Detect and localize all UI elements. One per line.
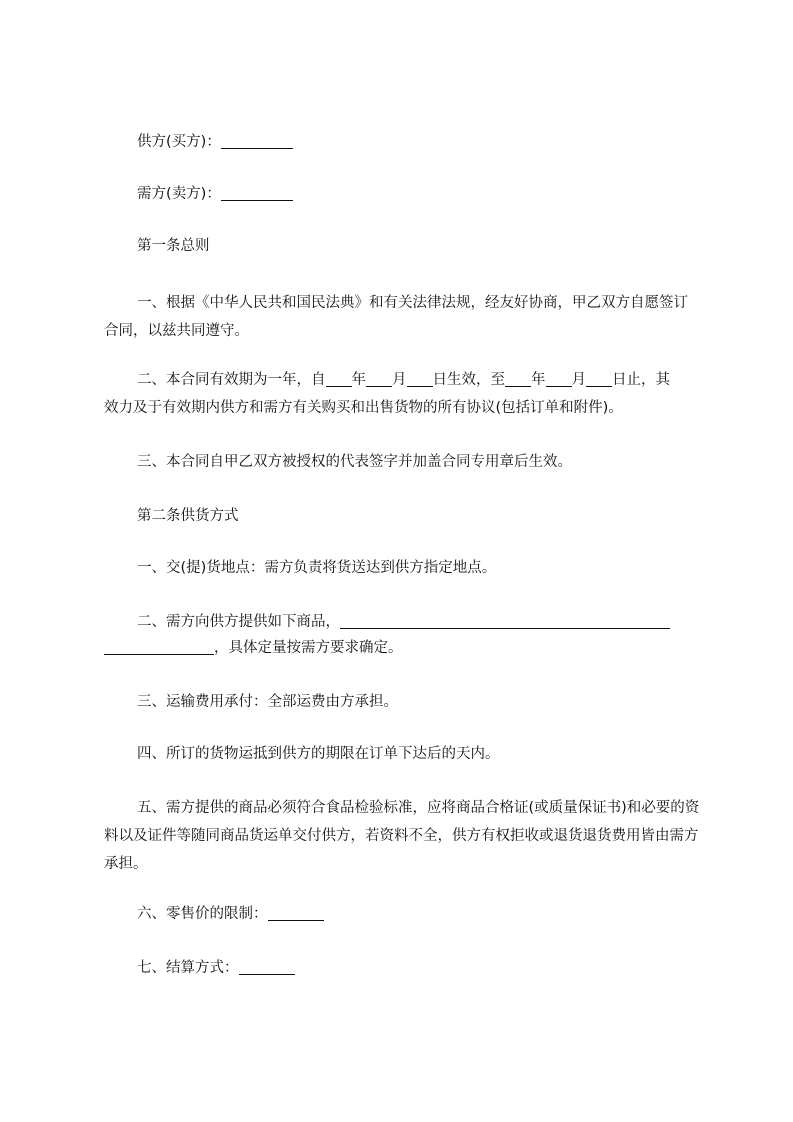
start-month-blank[interactable] (366, 369, 392, 387)
demander-label: 需方(卖方)： (137, 186, 221, 202)
article-2-clause-5: 五、需方提供的商品必须符合食品检验标准，应将商品合格证(或质量保证书)和必要的资料以及证件等随同商品货运单交付供方，若资料不全，供方有权拒收或退货退货费用皆由需方承担。 (104, 800, 700, 872)
settlement-label: 七、结算方式： (137, 960, 239, 976)
demander-blank[interactable] (221, 183, 293, 201)
retail-price-label: 六、零售价的限制： (137, 906, 268, 922)
goods-blank-1[interactable] (340, 611, 670, 629)
supplier-line (137, 128, 293, 156)
supplier-blank[interactable] (221, 131, 293, 149)
clause-2-text-e: 年 (531, 372, 546, 388)
supplier-label: 供方(买方)： (137, 134, 221, 150)
article-1-title: 第一条总则 (137, 238, 210, 254)
article-2-title: 第二条供货方式 (137, 508, 239, 524)
clause-2-goods-text: 二、需方向供方提供如下商品， (137, 614, 340, 630)
retail-price-blank[interactable] (268, 903, 324, 921)
article-2-clause-2-line-2 (104, 634, 403, 662)
clause-2-text-f: 月 (571, 372, 586, 388)
article-2-clause-6 (137, 900, 324, 928)
article-2-clause-7 (137, 954, 295, 982)
clause-2-text-d: 日生效，至 (432, 372, 505, 388)
article-2-clause-4: 四、所订的货物运抵到供方的期限在订单下达后的天内。 (137, 746, 500, 762)
settlement-blank[interactable] (239, 957, 295, 975)
clause-2-text-g: 日止，其 (612, 372, 670, 388)
article-1-clause-3: 三、本合同自甲乙双方被授权的代表签字并加盖合同专用章后生效。 (137, 454, 572, 470)
goods-blank-2[interactable] (104, 637, 214, 655)
article-2-clause-3: 三、运输费用承付：全部运费由方承担。 (137, 694, 398, 710)
end-year-blank[interactable] (505, 369, 531, 387)
end-day-blank[interactable] (586, 369, 612, 387)
article-1-clause-2-line-1 (137, 366, 670, 394)
article-2-clause-1: 一、交(提)货地点：需方负责将货送达到供方指定地点。 (137, 560, 497, 576)
article-1-clause-2-line-2: 效力及于有效期内供方和需方有关购买和出售货物的所有协议(包括订单和附件)。 (104, 400, 623, 416)
article-2-clause-2-line-1 (137, 608, 670, 636)
start-year-blank[interactable] (326, 369, 352, 387)
clause-2-quantity-text: ，具体定量按需方要求确定。 (214, 640, 403, 656)
clause-2-text-c: 月 (392, 372, 407, 388)
end-month-blank[interactable] (546, 369, 572, 387)
article-1-clause-1: 一、根据《中华人民共和国民法典》和有关法律法规，经友好协商，甲乙双方自愿签订合同，以兹共同遵守。 (104, 295, 688, 339)
start-day-blank[interactable] (407, 369, 433, 387)
demander-line (137, 180, 293, 208)
clause-2-text-b: 年 (351, 372, 366, 388)
clause-2-text-a: 二、本合同有效期为一年，自 (137, 372, 326, 388)
